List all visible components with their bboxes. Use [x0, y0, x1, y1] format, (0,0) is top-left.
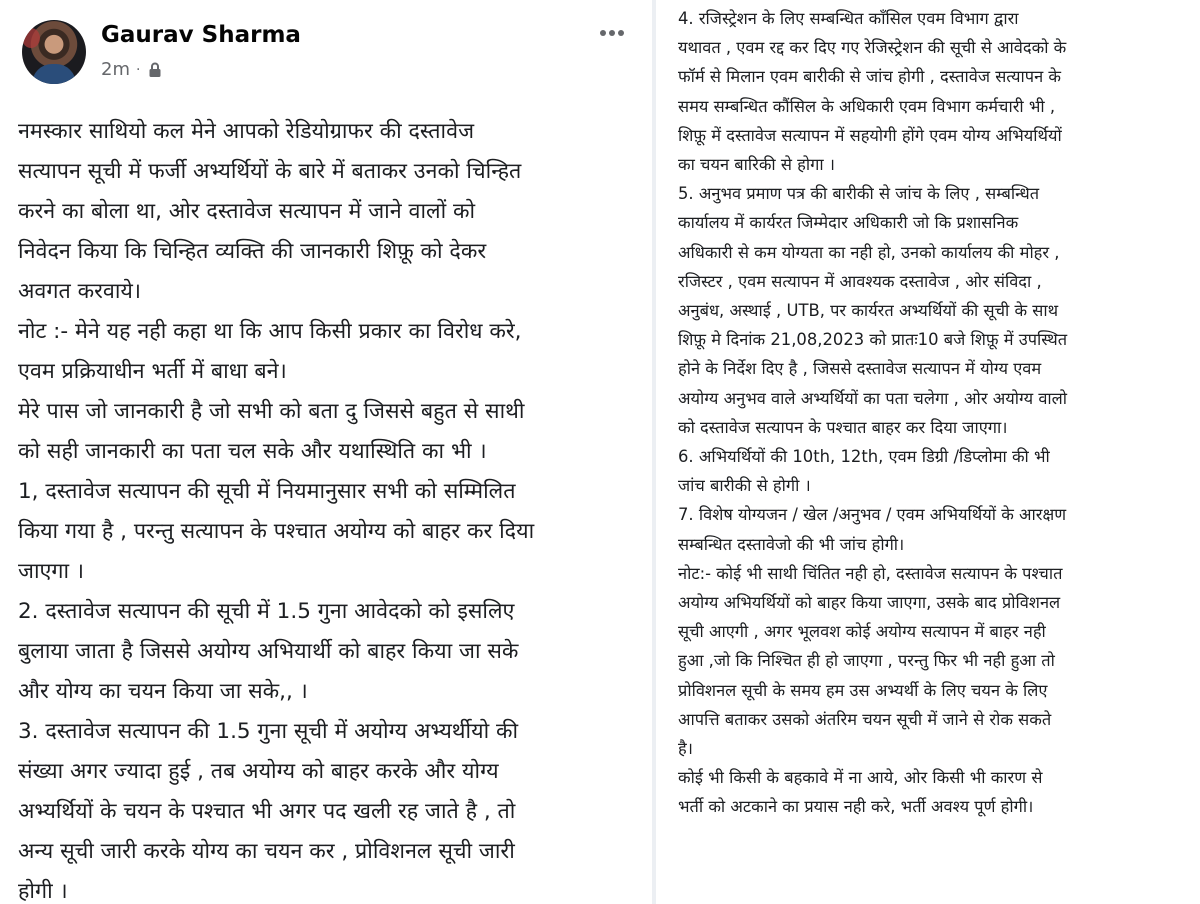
post-text-line: कोई भी किसी के बहकावे में ना आये, ओर किसी भी कारण से	[678, 768, 1043, 788]
post-text-line: नमस्कार साथियो कल मेने आपको रेडियोग्राफर की दस्तावेज	[18, 119, 475, 144]
post-text-line: का चयन बारिकी से होगा ।	[678, 155, 835, 175]
post-text-line: सम्बन्धित दस्तावेजो की भी जांच होगी।	[678, 534, 905, 554]
post-body-right	[678, 4, 1193, 822]
post-text-line: है।	[678, 739, 693, 759]
post-text-line: संख्या अगर ज्यादा हुई , तब अयोग्य को बाहर करके और योग्य	[18, 759, 499, 784]
post-text-line: 1, दस्तावेज सत्यापन की सूची में नियमानुसार सभी को सम्मिलित	[18, 479, 516, 504]
post-text-line: नोट:- कोई भी साथी चिंतित नही हो, दस्तावेज सत्यापन के पश्चात	[678, 563, 1063, 583]
post-text-line: सत्यापन सूची में फर्जी अभ्यर्थियों के बारे में बताकर उनको चिन्हित	[18, 159, 522, 184]
right-post-screenshot	[656, 0, 1200, 904]
post-text-line: कार्यालय में कार्यरत जिम्मेदार अधिकारी जो कि प्रशासनिक	[678, 213, 1019, 233]
post-text-line: आपत्ति बताकर उसको अंतरिम चयन सूची में जाने से रोक सकते	[678, 709, 1052, 729]
post-text-line: अनुबंध, अस्थाई , UTB, पर कार्यरत अभ्यर्थियों की सूची के साथ	[678, 301, 1059, 321]
post-text-line: रजिस्टर , एवम सत्यापन में आवश्यक दस्तावेज , ओर संविदा ,	[678, 271, 1042, 291]
more-options-icon[interactable]	[600, 22, 626, 44]
post-text-line: नोट :- मेने यह नही कहा था कि आप किसी प्रकार का विरोध करे,	[18, 319, 522, 344]
post-text-line: फॉर्म से मिलान एवम बारीकी से जांच होगी , दस्तावेज सत्यापन के	[678, 67, 1061, 87]
post-text-line: शिफ़ू में दस्तावेज सत्यापन में सहयोगी होंगे एवम योग्य अभियर्थियों	[678, 125, 1062, 145]
post-text-line: को सही जानकारी का पता चल सके और यथास्थिति का भी ।	[18, 439, 487, 464]
post-text-line: प्रोविशनल सूची के समय हम उस अभ्यर्थी के लिए चयन के लिए	[678, 680, 1048, 700]
post-text-line: अभ्यर्थियों के चयन के पश्चात भी अगर पद खली रह जाते है , तो	[18, 799, 516, 824]
post-text-line: अयोग्य अभियर्थियों को बाहर किया जाएगा, उसके बाद प्रोविशनल	[678, 593, 1061, 613]
post-text-line: 5. अनुभव प्रमाण पत्र की बारीकी से जांच के लिए , सम्बन्धित	[678, 184, 1040, 204]
avatar-shirt	[32, 64, 76, 84]
post-text-line: यथावत , एवम रद्द कर दिए गए रेजिस्ट्रेशन की सूची से आवेदको के	[678, 38, 1067, 58]
post-text-line: हुआ ,जो कि निश्चित ही हो जाएगा , परन्तु फिर भी नही हुआ तो	[678, 651, 1055, 671]
post-text-line: अवगत करवाये।	[18, 279, 142, 304]
post-timestamp[interactable]: 2m	[101, 59, 130, 80]
post-text-line: होने के निर्देश दिए है , जिससे दस्तावेज सत्यापन में योग्य एवम	[678, 359, 1042, 379]
post-text-line: किया गया है , परन्तु सत्यापन के पश्चात अयोग्य को बाहर कर दिया	[18, 519, 535, 544]
post-text-line: अधिकारी से कम योग्यता का नही हो, उनको कार्यालय की मोहर ,	[678, 242, 1060, 262]
post-text-line: एवम प्रक्रियाधीन भर्ती में बाधा बने।	[18, 359, 287, 384]
post-text-line: जाएगा ।	[18, 559, 85, 584]
post-text-line: करने का बोला था, ओर दस्तावेज सत्यापन में जाने वालों को	[18, 199, 476, 224]
post-text-line: 2. दस्तावेज सत्यापन की सूची में 1.5 गुना आवेदको को इसलिए	[18, 599, 515, 624]
post-text-line: निवेदन किया कि चिन्हित व्यक्ति की जानकारी शिफ़ू को देकर	[18, 239, 487, 264]
post-text-line: बुलाया जाता है जिससे अयोग्य अभियार्थी को बाहर किया जा सके	[18, 639, 519, 664]
avatar-background-light	[22, 28, 40, 48]
post-author-name[interactable]: Gaurav Sharma	[101, 22, 301, 48]
meta-separator: ·	[136, 61, 141, 78]
post-body-left	[18, 112, 648, 904]
post-text-line: को दस्तावेज सत्यापन के पश्चात बाहर कर दिया जाएगा।	[678, 417, 1008, 437]
post-text-line: 6. अभियर्थियों की 10th, 12th, एवम डिग्री /डिप्लोमा की भी	[678, 447, 1050, 467]
post-text-line: होगी ।	[18, 879, 68, 904]
post-text-line: 4. रजिस्ट्रेशन के लिए सम्बन्धित कॉंसिल एवम विभाग द्वारा	[678, 9, 1019, 28]
post-text-line: समय सम्बन्धित कौंसिल के अधिकारी एवम विभाग कर्मचारी भी ,	[678, 96, 1056, 116]
post-text-line: शिफ़ू मे दिनांक 21,08,2023 को प्रातः10 बजे शिफ़ू में उपस्थित	[678, 330, 1068, 350]
post-text-line: भर्ती को अटकाने का प्रयास नही करे, भर्ती अवश्य पूर्ण होगी।	[678, 797, 1034, 817]
post-text-line: मेरे पास जो जानकारी है जो सभी को बता दु जिससे बहुत से साथी	[18, 399, 525, 424]
post-text-line: अयोग्य अनुभव वाले अभ्यर्थियों का पता चलेगा , ओर अयोग्य वालो	[678, 388, 1068, 408]
avatar[interactable]	[22, 20, 86, 84]
lock-icon[interactable]	[146, 61, 164, 79]
post-text-line: 3. दस्तावेज सत्यापन की 1.5 गुना सूची में अयोग्य अभ्यर्थीयो की	[18, 719, 519, 744]
post-meta	[101, 59, 164, 80]
post-text-line: जांच बारीकी से होगी ।	[678, 476, 811, 496]
post-text-line: और योग्य का चयन किया जा सके,, ।	[18, 679, 308, 704]
post-text-line: 7. विशेष योग्यजन / खेल /अनुभव / एवम अभियर्थियों के आरक्षण	[678, 505, 1067, 525]
post-text-line: अन्य सूची जारी करके योग्य का चयन कर , प्रोविशनल सूची जारी	[18, 839, 515, 864]
post-text-line: सूची आएगी , अगर भूलवश कोई अयोग्य सत्यापन में बाहर नही	[678, 622, 1046, 642]
